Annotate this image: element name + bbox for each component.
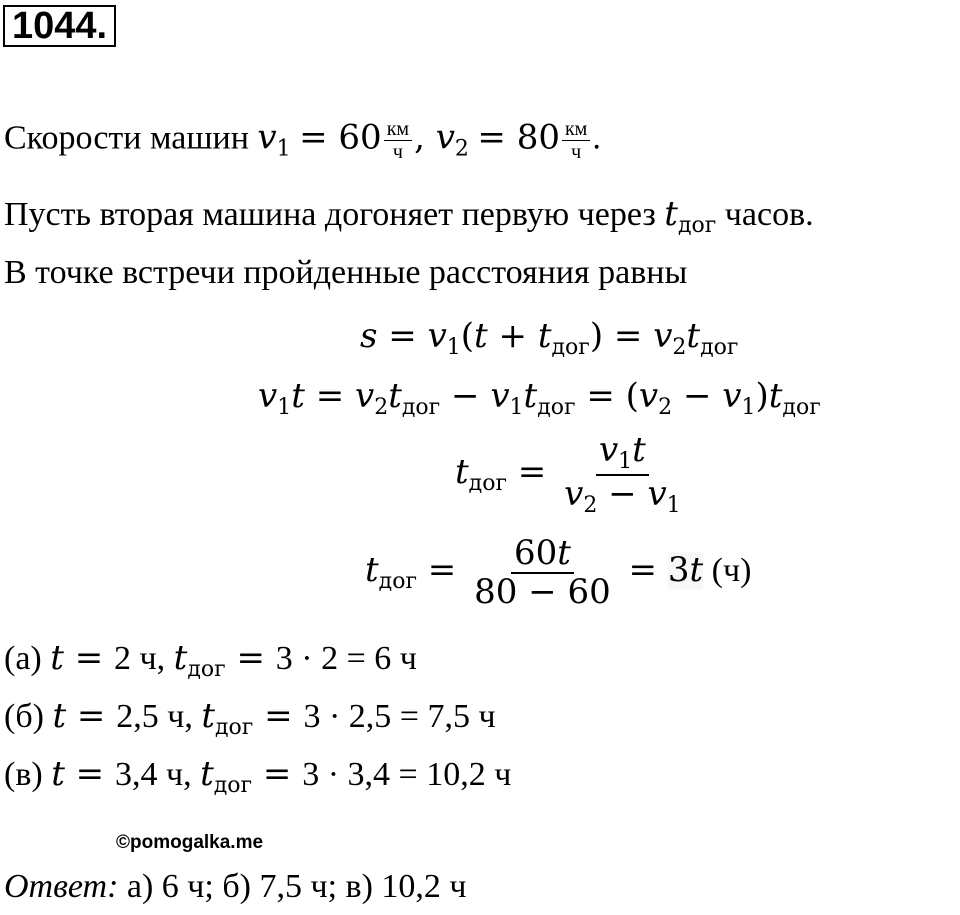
speeds-label: Скорости машин: [4, 119, 249, 157]
case-b: (б) t = 2,5 ч, $t_{дог} = 3 \cdot 2,5 = 7,5$ ч: [4, 696, 496, 740]
meeting-line: В точке встречи пройденные расстояния равны: [4, 254, 688, 291]
v1-value: 60: [338, 117, 382, 158]
catchup-suffix: часов.: [724, 196, 814, 233]
problem-number: 1044.: [3, 5, 116, 47]
speeds-line: Скорости машин $v_1 = 60$ $\frac{км}{ч}$ , $v_2 = 80$ $\frac{км}{ч}$ .: [4, 117, 601, 163]
case-c: (в) t = 3,4 ч, $t_{дог} = 3 \cdot 3,4 = 10,2$ ч: [4, 754, 512, 798]
equation-rearranged: $v_1t = v_2t_{дог} - v_1t_{дог} = (v_2 - v_1)t_{дог}$: [258, 376, 821, 420]
formula-fraction: $\frac{v_1t}{v_2 - v_1}$: [564, 430, 681, 519]
value-fraction: $\frac{60t}{80 - 60}$: [474, 533, 611, 613]
catchup-line: Пусть вторая машина догоняет первую через $t_{дог}$ часов.: [4, 194, 814, 238]
equation-tdog-formula: $t_{дог}$ = $\frac{v_1t}{v_2 - v_1}$: [455, 432, 688, 518]
unit-kmh: $\frac{км}{ч}$: [384, 118, 412, 163]
equation-tdog-value: $t_{дог}$ = $\frac{60t}{80 - 60}$ = 3t (ч): [365, 533, 752, 613]
answer-label: Ответ:: [4, 868, 119, 905]
case-a: (а) t = 2 ч, $t_{дог} = 3 \cdot 2 = 6$ ч: [4, 638, 417, 682]
answer-line: [4, 868, 467, 905]
result-unit: (ч): [711, 552, 752, 590]
v2-value: 80: [516, 117, 560, 158]
equation-distance: $s = v_1(t + t_{дог}) = v_2t_{дог}$: [360, 316, 739, 360]
catchup-text: Пусть вторая машина догоняет первую через: [4, 196, 656, 233]
watermark: ©pomogalka.me: [116, 832, 264, 853]
answer-text: а) 6 ч; б) 7,5 ч; в) 10,2 ч: [126, 868, 467, 905]
unit-kmh-2: $\frac{км}{ч}$: [562, 118, 590, 163]
